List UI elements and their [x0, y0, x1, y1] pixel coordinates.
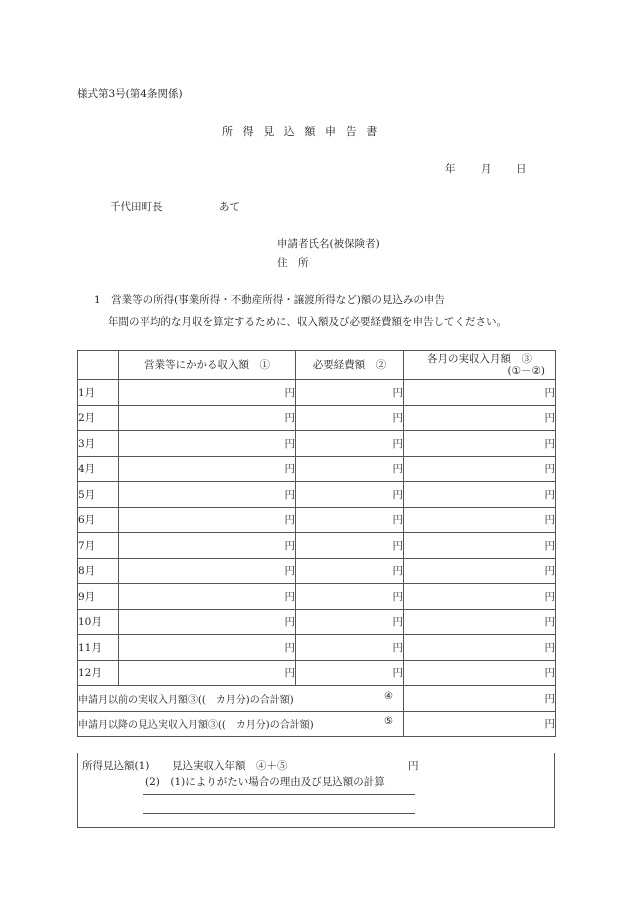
calc-line-1[interactable] — [143, 794, 415, 795]
estimate-unit[interactable]: 円 — [408, 760, 419, 772]
summary-after-amount[interactable]: 円 — [404, 711, 556, 737]
estimate-line2: (2) (1)によりがたい場合の理由及び見込額の計算 — [145, 776, 385, 788]
table-row — [78, 533, 556, 559]
month-label: 6月 — [78, 507, 119, 533]
table-row — [78, 507, 556, 533]
actual-income-amount-cell[interactable]: 円 — [404, 533, 556, 559]
addressee-suffix: あて — [219, 201, 240, 213]
summary-before-marker: ④ — [384, 690, 393, 702]
expenses-amount-cell[interactable]: 円 — [296, 635, 404, 661]
month-label: 4月 — [78, 456, 119, 482]
income-amount-cell[interactable]: 円 — [119, 380, 296, 406]
applicant-name-label: 申請者氏名(被保険者) — [277, 238, 380, 250]
form-number: 様式第3号(第4条関係) — [77, 88, 183, 100]
estimate-line1: 見込実収入年額 ④＋⑤ — [172, 760, 288, 772]
date-day-label: 日 — [516, 163, 527, 175]
income-amount-cell[interactable]: 円 — [119, 533, 296, 559]
table-row — [78, 584, 556, 610]
summary-after-label: 申請月以降の見込実収入月額③(( カ月分)の合計額) — [78, 720, 314, 732]
table-row — [78, 635, 556, 661]
month-label: 12月 — [78, 660, 119, 686]
calc-line-2[interactable] — [143, 813, 415, 814]
actual-income-amount-cell[interactable]: 円 — [404, 405, 556, 431]
expenses-amount-cell[interactable]: 円 — [296, 405, 404, 431]
page-title: 所得見込額申告書 — [222, 125, 387, 138]
expenses-amount-cell[interactable]: 円 — [296, 609, 404, 635]
actual-income-amount-cell[interactable]: 円 — [404, 584, 556, 610]
month-label: 1月 — [78, 380, 119, 406]
actual-income-amount-cell[interactable]: 円 — [404, 456, 556, 482]
summary-after-marker: ⑤ — [384, 716, 393, 728]
summary-before-label: 申請月以前の実収入月額③(( カ月分)の合計額) — [78, 694, 294, 706]
addressee: 千代田町長 — [110, 201, 163, 213]
header-actual-income-line2: (①－②) — [507, 365, 545, 377]
expenses-amount-cell[interactable]: 円 — [296, 431, 404, 457]
month-label: 10月 — [78, 609, 119, 635]
income-amount-cell[interactable]: 円 — [119, 482, 296, 508]
header-blank — [78, 351, 119, 380]
income-amount-cell[interactable]: 円 — [119, 635, 296, 661]
income-amount-cell[interactable]: 円 — [119, 609, 296, 635]
expenses-amount-cell[interactable]: 円 — [296, 660, 404, 686]
actual-income-amount-cell[interactable]: 円 — [404, 635, 556, 661]
section-heading: 1 営業等の所得(事業所得・不動産所得・譲渡所得など)額の見込みの申告 — [94, 294, 445, 306]
actual-income-amount-cell[interactable]: 円 — [404, 558, 556, 584]
table-row — [78, 380, 556, 406]
expenses-amount-cell[interactable]: 円 — [296, 584, 404, 610]
actual-income-amount-cell[interactable]: 円 — [404, 380, 556, 406]
income-amount-cell[interactable]: 円 — [119, 558, 296, 584]
header-actual-income-line1: 各月の実収入月額 ③ — [427, 353, 532, 365]
expenses-amount-cell[interactable]: 円 — [296, 380, 404, 406]
income-amount-cell[interactable]: 円 — [119, 456, 296, 482]
table-row — [78, 456, 556, 482]
expenses-amount-cell[interactable]: 円 — [296, 533, 404, 559]
summary-before-amount[interactable]: 円 — [404, 686, 556, 712]
income-amount-cell[interactable]: 円 — [119, 584, 296, 610]
summary-row-before — [78, 686, 556, 712]
header-income: 営業等にかかる収入額 ① — [119, 351, 296, 380]
date-year-label: 年 — [445, 163, 456, 175]
summary-before-cell — [78, 686, 404, 712]
month-label: 9月 — [78, 584, 119, 610]
applicant-address-label: 住 所 — [277, 257, 309, 269]
table-header-row — [78, 351, 556, 380]
income-amount-cell[interactable]: 円 — [119, 405, 296, 431]
income-amount-cell[interactable]: 円 — [119, 660, 296, 686]
month-label: 11月 — [78, 635, 119, 661]
actual-income-amount-cell[interactable]: 円 — [404, 507, 556, 533]
summary-row-after — [78, 711, 556, 737]
month-label: 7月 — [78, 533, 119, 559]
header-actual-income — [404, 351, 556, 380]
table-row — [78, 482, 556, 508]
actual-income-amount-cell[interactable]: 円 — [404, 431, 556, 457]
actual-income-amount-cell[interactable]: 円 — [404, 609, 556, 635]
expenses-amount-cell[interactable]: 円 — [296, 456, 404, 482]
income-table — [77, 350, 556, 737]
month-label: 2月 — [78, 405, 119, 431]
section-instructions: 年間の平均的な月収を算定するために、収入額及び必要経費額を申告してください。 — [108, 316, 507, 328]
date-month-label: 月 — [481, 163, 492, 175]
actual-income-amount-cell[interactable]: 円 — [404, 660, 556, 686]
income-amount-cell[interactable]: 円 — [119, 507, 296, 533]
month-label: 5月 — [78, 482, 119, 508]
expenses-amount-cell[interactable]: 円 — [296, 507, 404, 533]
estimate-title: 所得見込額(1) — [82, 760, 150, 772]
expenses-amount-cell[interactable]: 円 — [296, 482, 404, 508]
header-expenses: 必要経費額 ② — [296, 351, 404, 380]
estimate-section — [77, 753, 555, 828]
summary-after-cell — [78, 711, 404, 737]
table-row — [78, 558, 556, 584]
table-row — [78, 405, 556, 431]
income-amount-cell[interactable]: 円 — [119, 431, 296, 457]
table-row — [78, 660, 556, 686]
month-label: 8月 — [78, 558, 119, 584]
expenses-amount-cell[interactable]: 円 — [296, 558, 404, 584]
table-row — [78, 609, 556, 635]
actual-income-amount-cell[interactable]: 円 — [404, 482, 556, 508]
month-label: 3月 — [78, 431, 119, 457]
table-row — [78, 431, 556, 457]
